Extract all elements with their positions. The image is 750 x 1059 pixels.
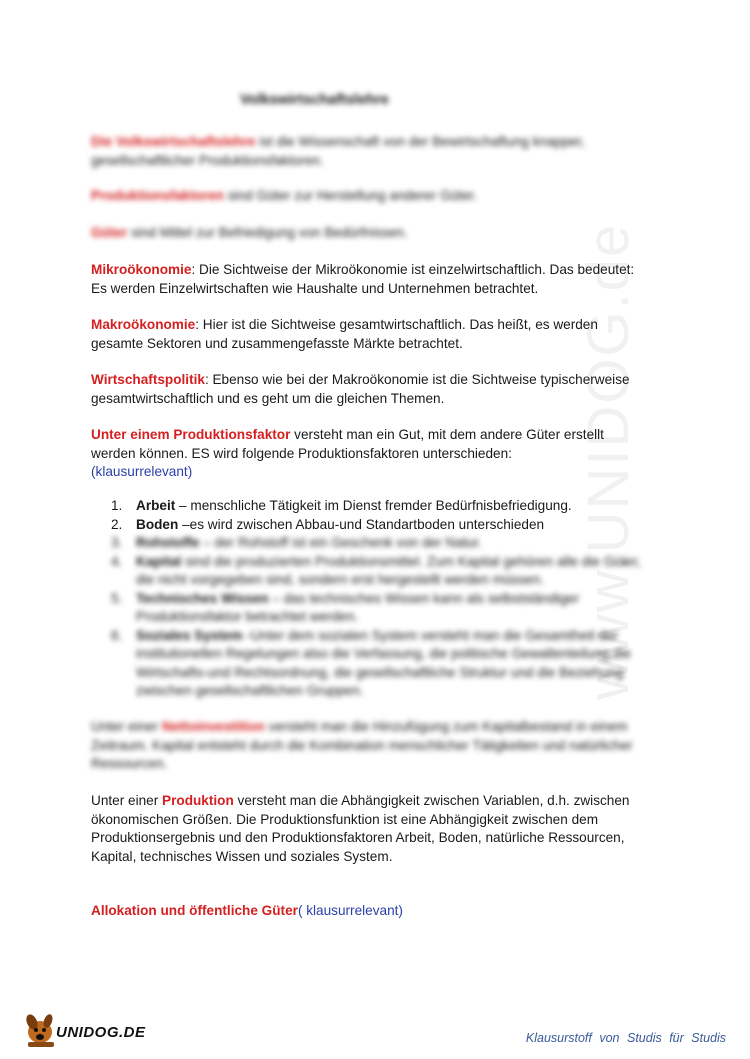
- factor-term: Technisches Wissen: [136, 590, 269, 606]
- produktionsfaktor-text: versteht man ein Gut, mit dem andere Güter erstellt werden können. ES wird folgende Produktionsfaktoren unterschieden:: [91, 427, 604, 461]
- paragraph-definition-produktionsfaktoren: [91, 187, 651, 206]
- factor-list: [111, 497, 656, 701]
- definition-gueter-text: sind Mittel zur Befriedigung von Bedürfnissen.: [127, 225, 408, 240]
- list-item: 1. Arbeit – menschliche Tätigkeit im Dienst fremder Bedürfnisbefriedigung.: [111, 498, 572, 513]
- factor-term: Rohstoffe: [136, 535, 200, 550]
- list-item: 3. Rohstoffe – der Rohstoff ist ein Geschenk von der Natur.: [111, 535, 482, 550]
- paragraph-mikrooekonomie: [91, 261, 651, 298]
- paragraph-makrooekonomie: [91, 316, 651, 353]
- klausurrelevant-note-2: ( klausurrelevant): [297, 903, 403, 918]
- paragraph-wirtschaftspolitik: [91, 371, 651, 408]
- term-produktion: Produktion: [162, 793, 234, 808]
- page-title: Volkswirtschaftslehre: [240, 92, 389, 108]
- definition-vwl-text: ist die Wissenschaft von der Bewirtschaftung knapper, gesellschaftlicher Produktionsfaktoren.: [91, 134, 585, 168]
- makrooekonomie-text: : Hier ist die Sichtweise gesamtwirtschaftlich. Das heißt, es werden gesamte Sektoren und zusammengefasste Märkte betrachtet.: [91, 317, 598, 351]
- footer-tagline: Klausurstoff von Studis für Studis: [525, 1031, 726, 1045]
- term-produktionsfaktor: Unter einem Produktionsfaktor: [91, 427, 291, 442]
- paragraph-definition-vwl: [91, 133, 651, 170]
- paragraph-definition-gueter: [91, 224, 651, 243]
- paragraph-nettoinvestition: Unter einer Nettoinvestition versteht man die Hinzufügung zum Kapitalbestand in einem Zeitraum. Kapital entsteht durch die Kombination menschlicher Tätigkeiten und natürlicher Ressourcen.: [91, 719, 633, 771]
- factor-term: Kapital: [136, 553, 182, 569]
- list-item: 5. Technisches Wissen – das technisches Wissen kann als selbstständiger Produktionsfaktor betrachtet werden.: [111, 590, 580, 624]
- list-item: 6. Soziales System -Unter dem sozialen System versteht man die Gesamtheit der institutionellen Regelungen also die Verfassung, die politische Gewaltenteilung,die Wirtschafts-und Rechtsordnung, die gesellschaftliche Struktur und die Beziehung zwischen gesellschaftlichen Gruppen.: [111, 627, 631, 698]
- wirtschaftspolitik-text: : Ebenso wie bei der Makroökonomie ist die Sichtweise typischerweise gesamtwirtschaftlich und es geht um die gleichen Themen.: [91, 372, 630, 406]
- term-vwl: Die Volkswirtschaftslehre: [91, 134, 256, 149]
- klausurrelevant-note: (klausurrelevant): [91, 464, 193, 479]
- term-gueter: Güter: [91, 225, 128, 240]
- factor-term: Arbeit: [136, 498, 176, 513]
- definition-produktionsfaktoren-text: sind Güter zur Herstellung anderer Güter.: [223, 188, 478, 203]
- term-nettoinvestition: Nettoinvestition: [162, 719, 265, 734]
- watermark-text: www.UNIDOG.de: [576, 222, 641, 700]
- term-allokation: Allokation und öffentliche Güter: [91, 903, 298, 918]
- paragraph-produktion: Unter einer Produktion versteht man die Abhängigkeit zwischen Variablen, d.h. zwischen ökonomischen Größen. Die Produktionsfunktion ist eine Abhängigkeit zwischen dem Produktionsergebnis und den Produktionsfaktoren Arbeit, Boden, natürliche Ressourcen, Kapital, technisches Wissen und soziales System.: [91, 793, 630, 864]
- term-produktionsfaktoren: Produktionsfaktoren: [91, 188, 224, 203]
- list-item: 4. Kapital sind die produzierten Produktionsmittel. Zum Kapital gehören alle die Güter, die nicht vorgegeben sind, sondern erst hergestellt werden müssen.: [111, 553, 641, 587]
- term-wirtschaftspolitik: Wirtschaftspolitik: [91, 372, 205, 387]
- factor-term: Soziales System: [136, 627, 243, 643]
- term-mikrooekonomie: Mikroökonomie: [91, 262, 192, 277]
- logo-text: UNIDOG.DE: [56, 1024, 146, 1041]
- term-makrooekonomie: Makroökonomie: [91, 317, 196, 332]
- list-item: 2. Boden –es wird zwischen Abbau-und Standartboden unterschieden: [111, 516, 545, 532]
- heading-allokation: [91, 902, 651, 921]
- paragraph-produktionsfaktor: [91, 426, 651, 482]
- factor-term: Boden: [136, 516, 179, 532]
- mikrooekonomie-text: : Die Sichtweise der Mikroökonomie ist einzelwirtschaftlich. Das bedeutet: Es werden Einzelwirtschaften wie Haushalte und Unternehmen betrachtet.: [91, 262, 635, 296]
